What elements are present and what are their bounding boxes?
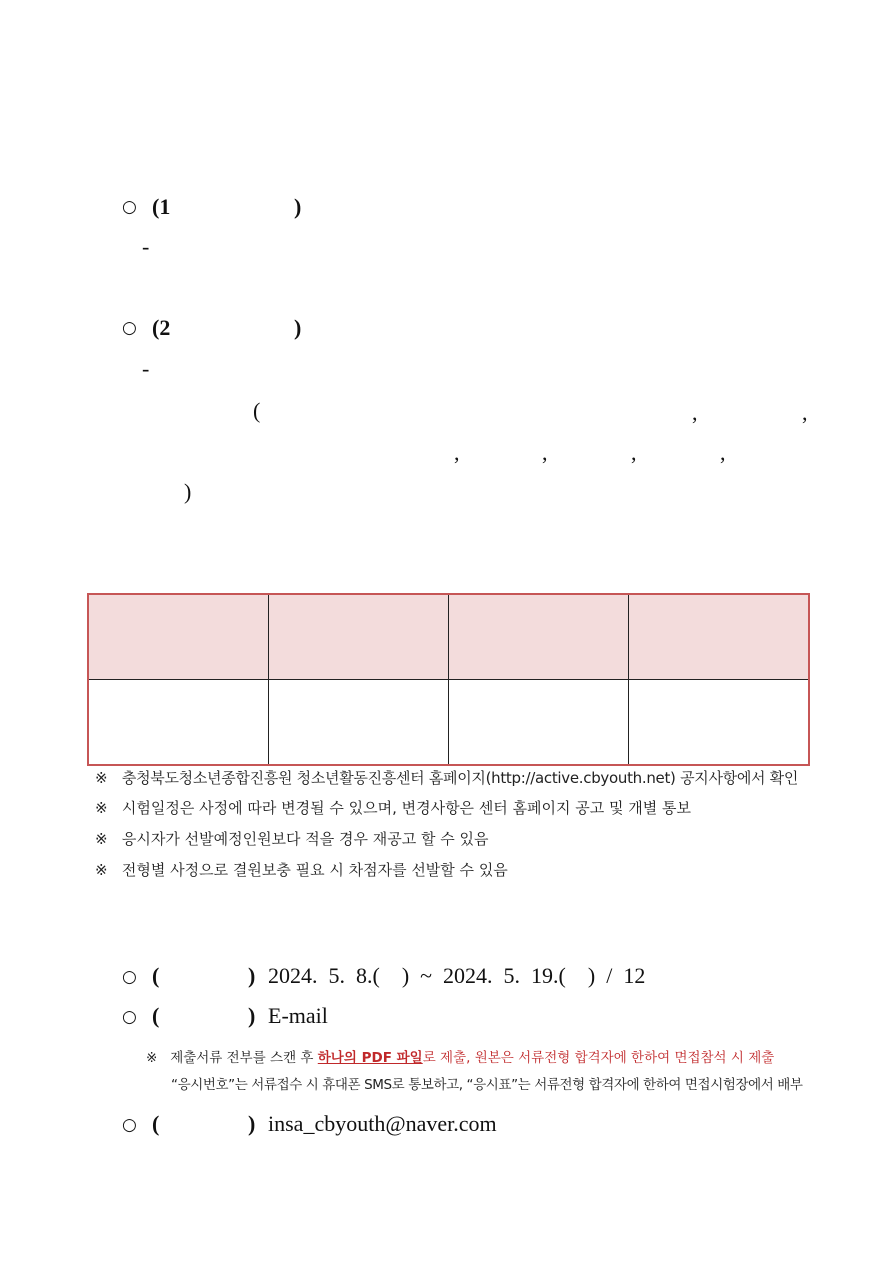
note-mark: ※ [95,861,108,879]
note-text: 전형별 사정으로 결원보충 필요 시 차점자를 선발할 수 있음 [121,861,508,879]
schedule-header-cell [629,594,809,680]
period-bullet: ○ [122,967,137,987]
submission-note [146,1046,774,1066]
stage2-bullet: ○ [122,318,137,338]
note-item [95,797,691,818]
note-mark: ※ [95,769,108,787]
stage1-heading-open: (1 [152,194,171,219]
submission-note-post: 로 제출, 원본은 서류전형 합격자에 한하여 면접참석 시 제출 [422,1050,775,1066]
method-bullet: ○ [122,1007,137,1027]
email-close: ) [248,1111,256,1136]
submission-note-line2: “응시번호”는 서류접수 시 휴대폰 SMS로 통보하고, “응시표”는 서류전형 합격자에 한하여 면접시험장에서 배부 [171,1077,803,1093]
stage2-comma: , [542,440,548,465]
schedule-table [87,593,810,766]
schedule-row [88,680,809,766]
stage2-comma: , [720,440,726,465]
schedule-cell [268,680,448,766]
submission-note-pre: 제출서류 전부를 스캔 후 [170,1050,318,1066]
note-mark: ※ [95,799,108,817]
schedule-cell [449,680,629,766]
schedule-header-cell [449,594,629,680]
stage2-heading-close: ) [294,315,302,340]
stage2-paren-open: ( [253,398,261,423]
stage2-comma: , [631,440,637,465]
schedule-header-row [88,594,809,680]
schedule-cell [88,680,268,766]
stage2-heading-open: (2 [152,315,171,340]
note-item [95,859,508,880]
stage2-paren-close: ) [184,479,192,504]
note-mark: ※ [95,830,108,848]
stage2-comma: , [692,400,698,425]
note-text: 충청북도청소년종합진흥원 청소년활동진흥센터 홈페이지(http://active.cbyouth.net) 공지사항에서 확인 [121,769,799,787]
email-open: ( [152,1111,160,1136]
submission-note-emphasis: 하나의 PDF 파일 [317,1050,423,1066]
stage2-comma: , [802,400,808,425]
note-item [95,828,489,849]
stage1-dash: - [142,234,150,259]
email-address-link[interactable]: insa_cbyouth@naver.com [268,1111,497,1136]
method-close: ) [248,1003,256,1028]
stage2-dash: - [142,356,150,381]
period-open: ( [152,963,160,988]
method-open: ( [152,1003,160,1028]
application-method-value: E-mail [268,1003,328,1028]
schedule-header-cell [88,594,268,680]
note-item [95,767,798,788]
period-close: ) [248,963,256,988]
email-bullet: ○ [122,1115,137,1135]
schedule-cell [629,680,809,766]
note-mark: ※ [146,1050,158,1066]
stage1-bullet: ○ [122,197,137,217]
stage2-comma: , [454,440,460,465]
schedule-header-cell [268,594,448,680]
stage1-heading-close: ) [294,194,302,219]
application-period-value: 2024. 5. 8.( ) ~ 2024. 5. 19.( ) / 12 [268,963,646,988]
note-text: 시험일정은 사정에 따라 변경될 수 있으며, 변경사항은 센터 홈페이지 공고 및 개별 통보 [121,799,692,817]
note-text: 응시자가 선발예정인원보다 적을 경우 재공고 할 수 있음 [121,830,489,848]
